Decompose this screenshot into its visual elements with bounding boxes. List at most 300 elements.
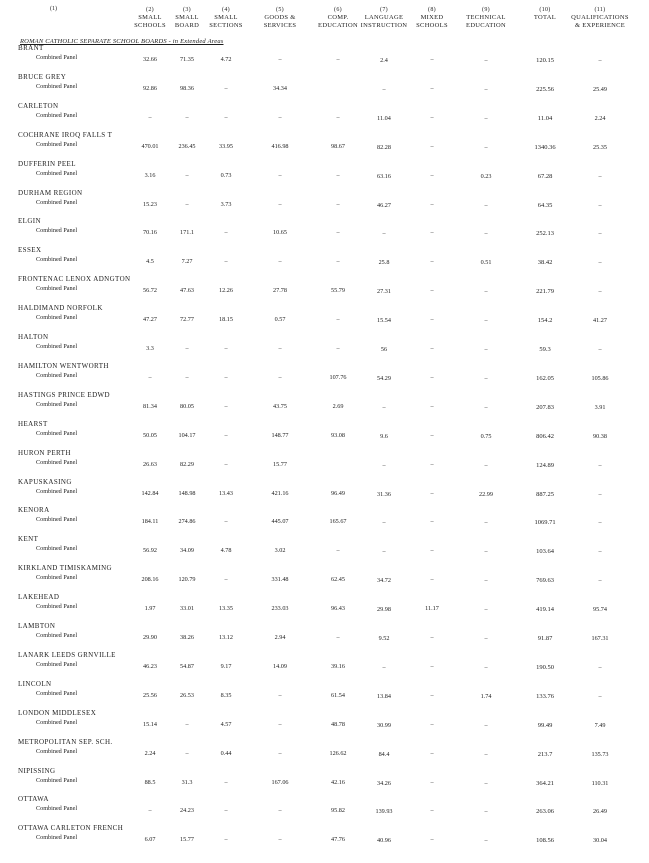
value-cell: 7.49 <box>594 721 606 729</box>
value-cell: 2.4 <box>380 57 388 64</box>
value-cell: – <box>185 171 189 179</box>
value-cell: 34.09 <box>180 547 194 555</box>
panel-label: Combined Panel <box>36 169 78 177</box>
value-cell: – <box>598 201 602 209</box>
column-label: QUALIFICATIONS & EXPERIENCE <box>571 14 629 29</box>
column-number: (5) <box>276 7 284 13</box>
board-name: KIRKLAND TIMISKAMING <box>18 564 113 573</box>
board-name: LAKEHEAD <box>18 593 60 602</box>
panel-label: Combined Panel <box>36 747 78 755</box>
value-cell: – <box>430 373 434 381</box>
board-name: ESSEX <box>18 246 42 255</box>
value-cell: 72.77 <box>180 316 194 324</box>
value-cell: 18.15 <box>219 316 233 324</box>
value-cell: – <box>382 519 386 527</box>
value-cell: 15.14 <box>143 720 157 728</box>
panel-label: Combined Panel <box>36 487 78 495</box>
value-cell: 91.87 <box>537 635 553 642</box>
value-cell: – <box>278 749 282 757</box>
value-cell: – <box>598 490 602 498</box>
value-cell: – <box>336 113 340 121</box>
value-cell: – <box>484 606 488 614</box>
value-cell: – <box>484 837 488 845</box>
value-cell: 41.27 <box>593 317 607 325</box>
value-cell: 13.12 <box>219 634 233 641</box>
value-cell: 421.16 <box>271 489 289 497</box>
column-header <box>568 6 632 30</box>
value-cell: – <box>185 373 189 381</box>
value-cell: – <box>484 721 488 729</box>
value-cell: 162.05 <box>536 374 554 382</box>
value-cell: 25.49 <box>593 85 607 93</box>
value-cell: – <box>484 230 488 238</box>
board-name: HURON PERTH <box>18 448 71 457</box>
panel-label: Combined Panel <box>36 458 78 466</box>
value-cell: 96.49 <box>331 489 345 497</box>
value-cell: – <box>224 460 228 468</box>
panel-label: Combined Panel <box>36 314 78 322</box>
value-cell: 0.23 <box>480 172 492 180</box>
value-cell: – <box>484 374 488 382</box>
value-cell: – <box>598 692 602 700</box>
value-cell: 3.02 <box>274 547 286 555</box>
value-cell: – <box>430 113 434 121</box>
value-cell: 213.7 <box>537 750 553 758</box>
column-number: (8) <box>428 7 436 13</box>
value-cell: 99.49 <box>537 721 553 729</box>
value-cell: – <box>224 113 228 121</box>
value-cell: 139.93 <box>375 808 393 816</box>
value-cell: 82.28 <box>377 143 391 151</box>
value-cell: 13.35 <box>219 605 233 613</box>
value-cell: – <box>224 836 228 844</box>
value-cell: 1.97 <box>144 605 156 613</box>
value-cell: 38.42 <box>537 259 553 267</box>
value-cell: 236.45 <box>178 142 196 150</box>
value-cell: 9.52 <box>378 635 390 642</box>
value-cell: 54.87 <box>180 662 194 670</box>
value-cell: 46.23 <box>143 662 157 670</box>
board-name: BRANT <box>18 44 44 52</box>
value-cell: – <box>224 84 228 92</box>
panel-label: Combined Panel <box>36 111 78 119</box>
board-name: CARLETON <box>18 101 59 110</box>
value-cell: 31.3 <box>181 778 193 786</box>
board-name: KAPUSKASING <box>18 477 72 486</box>
value-cell: 148.98 <box>178 489 196 497</box>
value-cell: 43.75 <box>273 402 287 410</box>
value-cell: 96.43 <box>331 605 345 613</box>
value-cell: – <box>430 56 434 63</box>
value-cell: – <box>430 634 434 641</box>
value-cell: 33.95 <box>219 142 233 150</box>
value-cell: 3.91 <box>594 403 606 411</box>
value-cell: 62.45 <box>331 576 345 584</box>
value-cell: 42.16 <box>331 778 345 786</box>
value-cell: – <box>430 258 434 266</box>
board-name: METROPOLITAN SEP. SCH. <box>18 737 113 746</box>
value-cell: 15.77 <box>180 836 194 844</box>
value-cell: – <box>430 287 434 295</box>
value-cell: 48.78 <box>331 720 345 728</box>
value-cell: 25.8 <box>378 259 390 267</box>
column-label: GOODS & SERVICES <box>263 14 297 29</box>
value-cell: – <box>224 345 228 352</box>
value-cell: 14.09 <box>273 662 287 670</box>
board-name: NIPISSING <box>18 766 56 775</box>
value-cell: 38.26 <box>180 634 194 641</box>
value-cell: 47.63 <box>180 287 194 295</box>
column-header <box>132 6 168 30</box>
value-cell: – <box>484 114 488 122</box>
board-name: HAMILTON WENTWORTH <box>18 361 109 370</box>
value-cell: – <box>484 577 488 585</box>
value-cell: – <box>430 142 434 150</box>
value-cell: 55.79 <box>331 287 345 295</box>
value-cell: – <box>278 200 282 208</box>
value-cell: – <box>148 807 152 815</box>
value-cell: – <box>598 230 602 238</box>
value-cell: 25.56 <box>143 691 157 699</box>
value-cell: 1340.36 <box>534 143 556 151</box>
value-cell: 126.62 <box>329 749 347 757</box>
value-cell: 11.04 <box>377 114 391 122</box>
value-cell: – <box>430 691 434 699</box>
value-cell: 105.86 <box>591 374 609 382</box>
value-cell: 64.35 <box>537 201 553 209</box>
value-cell: 84.4 <box>378 750 390 758</box>
value-cell: 133.76 <box>536 692 554 700</box>
value-cell: 59.3 <box>539 346 551 353</box>
value-cell: – <box>430 547 434 555</box>
value-cell: 9.17 <box>220 662 232 670</box>
column-label: TECHNICAL EDUCATION <box>466 14 506 29</box>
value-cell: 26.53 <box>180 691 194 699</box>
value-cell: 2.24 <box>144 749 156 757</box>
value-cell: – <box>430 460 434 468</box>
value-cell: 11.17 <box>425 605 439 613</box>
value-cell: 81.34 <box>143 402 157 410</box>
value-cell: – <box>185 720 189 728</box>
value-cell: – <box>336 316 340 324</box>
value-cell: – <box>430 662 434 670</box>
value-cell: 47.27 <box>143 316 157 324</box>
value-cell: 148.77 <box>271 431 289 439</box>
value-cell: 124.89 <box>536 461 554 469</box>
value-cell: 13.43 <box>219 489 233 497</box>
value-cell: – <box>224 807 228 815</box>
value-cell: – <box>278 258 282 266</box>
value-cell: 27.31 <box>377 288 391 296</box>
value-cell: 22.99 <box>479 490 493 498</box>
value-cell: 95.74 <box>593 606 607 614</box>
board-name: KENT <box>18 535 39 544</box>
value-cell: 6.07 <box>144 836 156 844</box>
value-cell: 25.35 <box>593 143 607 151</box>
value-cell: – <box>598 172 602 180</box>
board-name: LINCOLN <box>18 679 52 688</box>
value-cell: – <box>430 402 434 410</box>
value-cell: – <box>484 663 488 671</box>
value-cell: 50.05 <box>143 431 157 439</box>
value-cell: 71.35 <box>180 56 194 63</box>
column-header <box>527 6 563 22</box>
value-cell: – <box>484 143 488 151</box>
value-cell: – <box>484 635 488 642</box>
value-cell: 46.27 <box>377 201 391 209</box>
value-cell: 27.78 <box>273 287 287 295</box>
value-cell: 15.77 <box>273 460 287 468</box>
value-cell: 30.99 <box>377 721 391 729</box>
value-cell: 34.34 <box>273 84 287 92</box>
value-cell: 3.3 <box>146 345 154 352</box>
value-cell: – <box>484 201 488 209</box>
value-cell: 104.17 <box>178 431 196 439</box>
value-cell: 252.13 <box>536 230 554 238</box>
value-cell: 165.67 <box>329 518 347 526</box>
board-name: HASTINGS PRINCE EDWD <box>18 390 110 399</box>
value-cell: – <box>598 259 602 267</box>
value-cell: – <box>430 200 434 208</box>
value-cell: 29.98 <box>377 606 391 614</box>
value-cell: – <box>278 56 282 63</box>
value-cell: – <box>336 345 340 352</box>
value-cell: – <box>224 518 228 526</box>
panel-label: Combined Panel <box>36 54 78 61</box>
panel-label: Combined Panel <box>36 660 78 668</box>
value-cell: – <box>430 778 434 786</box>
value-cell: 93.08 <box>331 431 345 439</box>
value-cell: – <box>484 808 488 816</box>
value-cell: – <box>430 345 434 352</box>
value-cell: 120.15 <box>536 57 554 64</box>
value-cell: – <box>598 577 602 585</box>
column-number: (7) <box>380 7 388 13</box>
panel-label: Combined Panel <box>36 545 78 553</box>
value-cell: – <box>382 403 386 411</box>
value-cell: 4.78 <box>220 547 232 555</box>
value-cell: – <box>598 548 602 556</box>
panel-label: Combined Panel <box>36 603 78 611</box>
value-cell: – <box>430 171 434 179</box>
value-cell: 30.04 <box>593 837 607 845</box>
value-cell: 806.42 <box>536 432 554 440</box>
section-title: ROMAN CATHOLIC SEPARATE SCHOOL BOARDS - in Extended Areas <box>20 38 224 45</box>
column-number: (9) <box>482 7 490 13</box>
value-cell: 4.5 <box>146 258 154 266</box>
value-cell: – <box>278 113 282 121</box>
value-cell: – <box>484 85 488 93</box>
value-cell: 1.74 <box>480 692 492 700</box>
value-cell: 4.57 <box>220 720 232 728</box>
value-cell: 0.73 <box>220 171 232 179</box>
column-number: (4) <box>222 7 230 13</box>
value-cell: – <box>382 85 386 93</box>
value-cell: – <box>148 113 152 121</box>
value-cell: 233.03 <box>271 605 289 613</box>
value-cell: 4.72 <box>220 56 232 63</box>
column-header <box>357 6 411 30</box>
value-cell: – <box>224 576 228 584</box>
column-label: SMALL SECTIONS <box>209 14 243 29</box>
value-cell: 56.72 <box>143 287 157 295</box>
value-cell: 54.29 <box>377 374 391 382</box>
value-cell: 184.11 <box>141 518 159 526</box>
board-name: LANARK LEEDS GRNVILLE <box>18 650 116 659</box>
board-name: OTTAWA CARLETON FRENCH <box>18 824 124 833</box>
value-cell: 107.76 <box>329 373 347 381</box>
value-cell: – <box>278 720 282 728</box>
value-cell: 26.49 <box>593 808 607 816</box>
value-cell: – <box>430 576 434 584</box>
value-cell: – <box>430 84 434 92</box>
board-name: ELGIN <box>18 217 41 226</box>
column-label: COMP. EDUCATION <box>318 14 358 29</box>
value-cell: 98.67 <box>331 142 345 150</box>
value-cell: – <box>382 548 386 556</box>
board-name: DUFFERIN PEEL <box>18 159 76 168</box>
value-cell: 7.27 <box>181 258 193 266</box>
board-name: LAMBTON <box>18 622 56 630</box>
value-cell: 0.44 <box>220 749 232 757</box>
panel-label: Combined Panel <box>36 256 78 264</box>
value-cell: 32.66 <box>143 56 157 63</box>
panel-label: Combined Panel <box>36 776 78 784</box>
value-cell: 15.23 <box>143 200 157 208</box>
value-cell: 92.86 <box>143 84 157 92</box>
value-cell: 15.54 <box>377 317 391 325</box>
value-cell: 225.56 <box>536 85 554 93</box>
value-cell: 0.57 <box>274 316 286 324</box>
value-cell: – <box>224 778 228 786</box>
panel-label: Combined Panel <box>36 371 78 379</box>
value-cell: – <box>598 519 602 527</box>
value-cell: – <box>484 519 488 527</box>
value-cell: 40.96 <box>377 837 391 845</box>
value-cell: – <box>484 461 488 469</box>
panel-label: Combined Panel <box>36 140 78 148</box>
value-cell: 445.07 <box>271 518 289 526</box>
value-cell: – <box>278 373 282 381</box>
board-name: HALTON <box>18 333 49 341</box>
value-cell: – <box>598 461 602 469</box>
value-cell: – <box>278 807 282 815</box>
panel-label: Combined Panel <box>36 516 78 524</box>
value-cell: 416.98 <box>271 142 289 150</box>
value-cell: – <box>382 663 386 671</box>
value-cell: – <box>224 373 228 381</box>
value-cell: 142.84 <box>141 489 159 497</box>
value-cell: 26.63 <box>143 460 157 468</box>
value-cell: 190.50 <box>536 663 554 671</box>
value-cell: 11.04 <box>537 114 553 122</box>
value-cell: – <box>224 431 228 439</box>
value-cell: 98.36 <box>180 84 194 92</box>
value-cell: 887.25 <box>536 490 554 498</box>
value-cell: – <box>224 402 228 410</box>
value-cell: – <box>185 200 189 208</box>
value-cell: – <box>484 548 488 556</box>
value-cell: 0.51 <box>480 259 492 267</box>
value-cell: 207.83 <box>536 403 554 411</box>
value-cell: 2.24 <box>594 114 606 122</box>
value-cell: – <box>382 461 386 469</box>
value-cell: – <box>185 749 189 757</box>
value-cell: – <box>148 373 152 381</box>
panel-label: Combined Panel <box>36 805 78 813</box>
column-1-number: (1) <box>50 6 57 12</box>
value-cell: – <box>430 229 434 237</box>
value-cell: 88.5 <box>144 778 156 786</box>
column-label: MIXED SCHOOLS <box>416 14 448 29</box>
value-cell: 171.1 <box>180 229 194 237</box>
value-cell: 2.94 <box>274 634 286 641</box>
value-cell: 364.21 <box>536 779 554 787</box>
value-cell: 31.36 <box>377 490 391 498</box>
value-cell: 12.26 <box>219 287 233 295</box>
value-cell: – <box>224 258 228 266</box>
value-cell: – <box>430 720 434 728</box>
value-cell: 34.72 <box>377 577 391 585</box>
value-cell: 80.05 <box>180 402 194 410</box>
column-header <box>170 6 204 30</box>
value-cell: – <box>185 113 189 121</box>
value-cell: – <box>336 229 340 237</box>
value-cell: 470.01 <box>141 142 159 150</box>
panel-label: Combined Panel <box>36 285 78 293</box>
value-cell: – <box>336 634 340 641</box>
value-cell: – <box>382 230 386 238</box>
column-number: (3) <box>183 7 191 13</box>
value-cell: – <box>185 345 189 352</box>
value-cell: 56.92 <box>143 547 157 555</box>
value-cell: 263.06 <box>536 808 554 816</box>
board-name: HEARST <box>18 419 48 428</box>
value-cell: 9.6 <box>380 432 388 440</box>
value-cell: 135.73 <box>591 750 609 758</box>
value-cell: 419.14 <box>536 606 554 614</box>
value-cell: 154.2 <box>537 317 553 325</box>
column-label: SMALL SCHOOLS <box>134 14 166 29</box>
value-cell: 208.16 <box>141 576 159 584</box>
value-cell: 221.79 <box>536 288 554 296</box>
value-cell: 24.23 <box>180 807 194 815</box>
panel-label: Combined Panel <box>36 689 78 697</box>
value-cell: 167.06 <box>271 778 289 786</box>
panel-label: Combined Panel <box>36 834 78 842</box>
value-cell: – <box>484 403 488 411</box>
column-number: (10) <box>539 7 551 13</box>
value-cell: – <box>430 749 434 757</box>
value-cell: 90.38 <box>593 432 607 440</box>
board-name: DURHAM REGION <box>18 188 83 197</box>
column-number: (6) <box>334 7 342 13</box>
board-name: LONDON MIDDLESEX <box>18 708 97 717</box>
value-cell: – <box>278 345 282 352</box>
value-cell: – <box>598 346 602 353</box>
value-cell: 120.79 <box>178 576 196 584</box>
value-cell: 167.31 <box>591 635 609 642</box>
panel-label: Combined Panel <box>36 574 78 582</box>
value-cell: – <box>598 288 602 296</box>
value-cell: – <box>598 57 602 64</box>
value-cell: 103.64 <box>536 548 554 556</box>
value-cell: – <box>484 750 488 758</box>
board-name: COCHRANE IROQ FALLS T <box>18 130 113 139</box>
value-cell: – <box>430 807 434 815</box>
value-cell: – <box>484 779 488 787</box>
value-cell: – <box>336 547 340 555</box>
